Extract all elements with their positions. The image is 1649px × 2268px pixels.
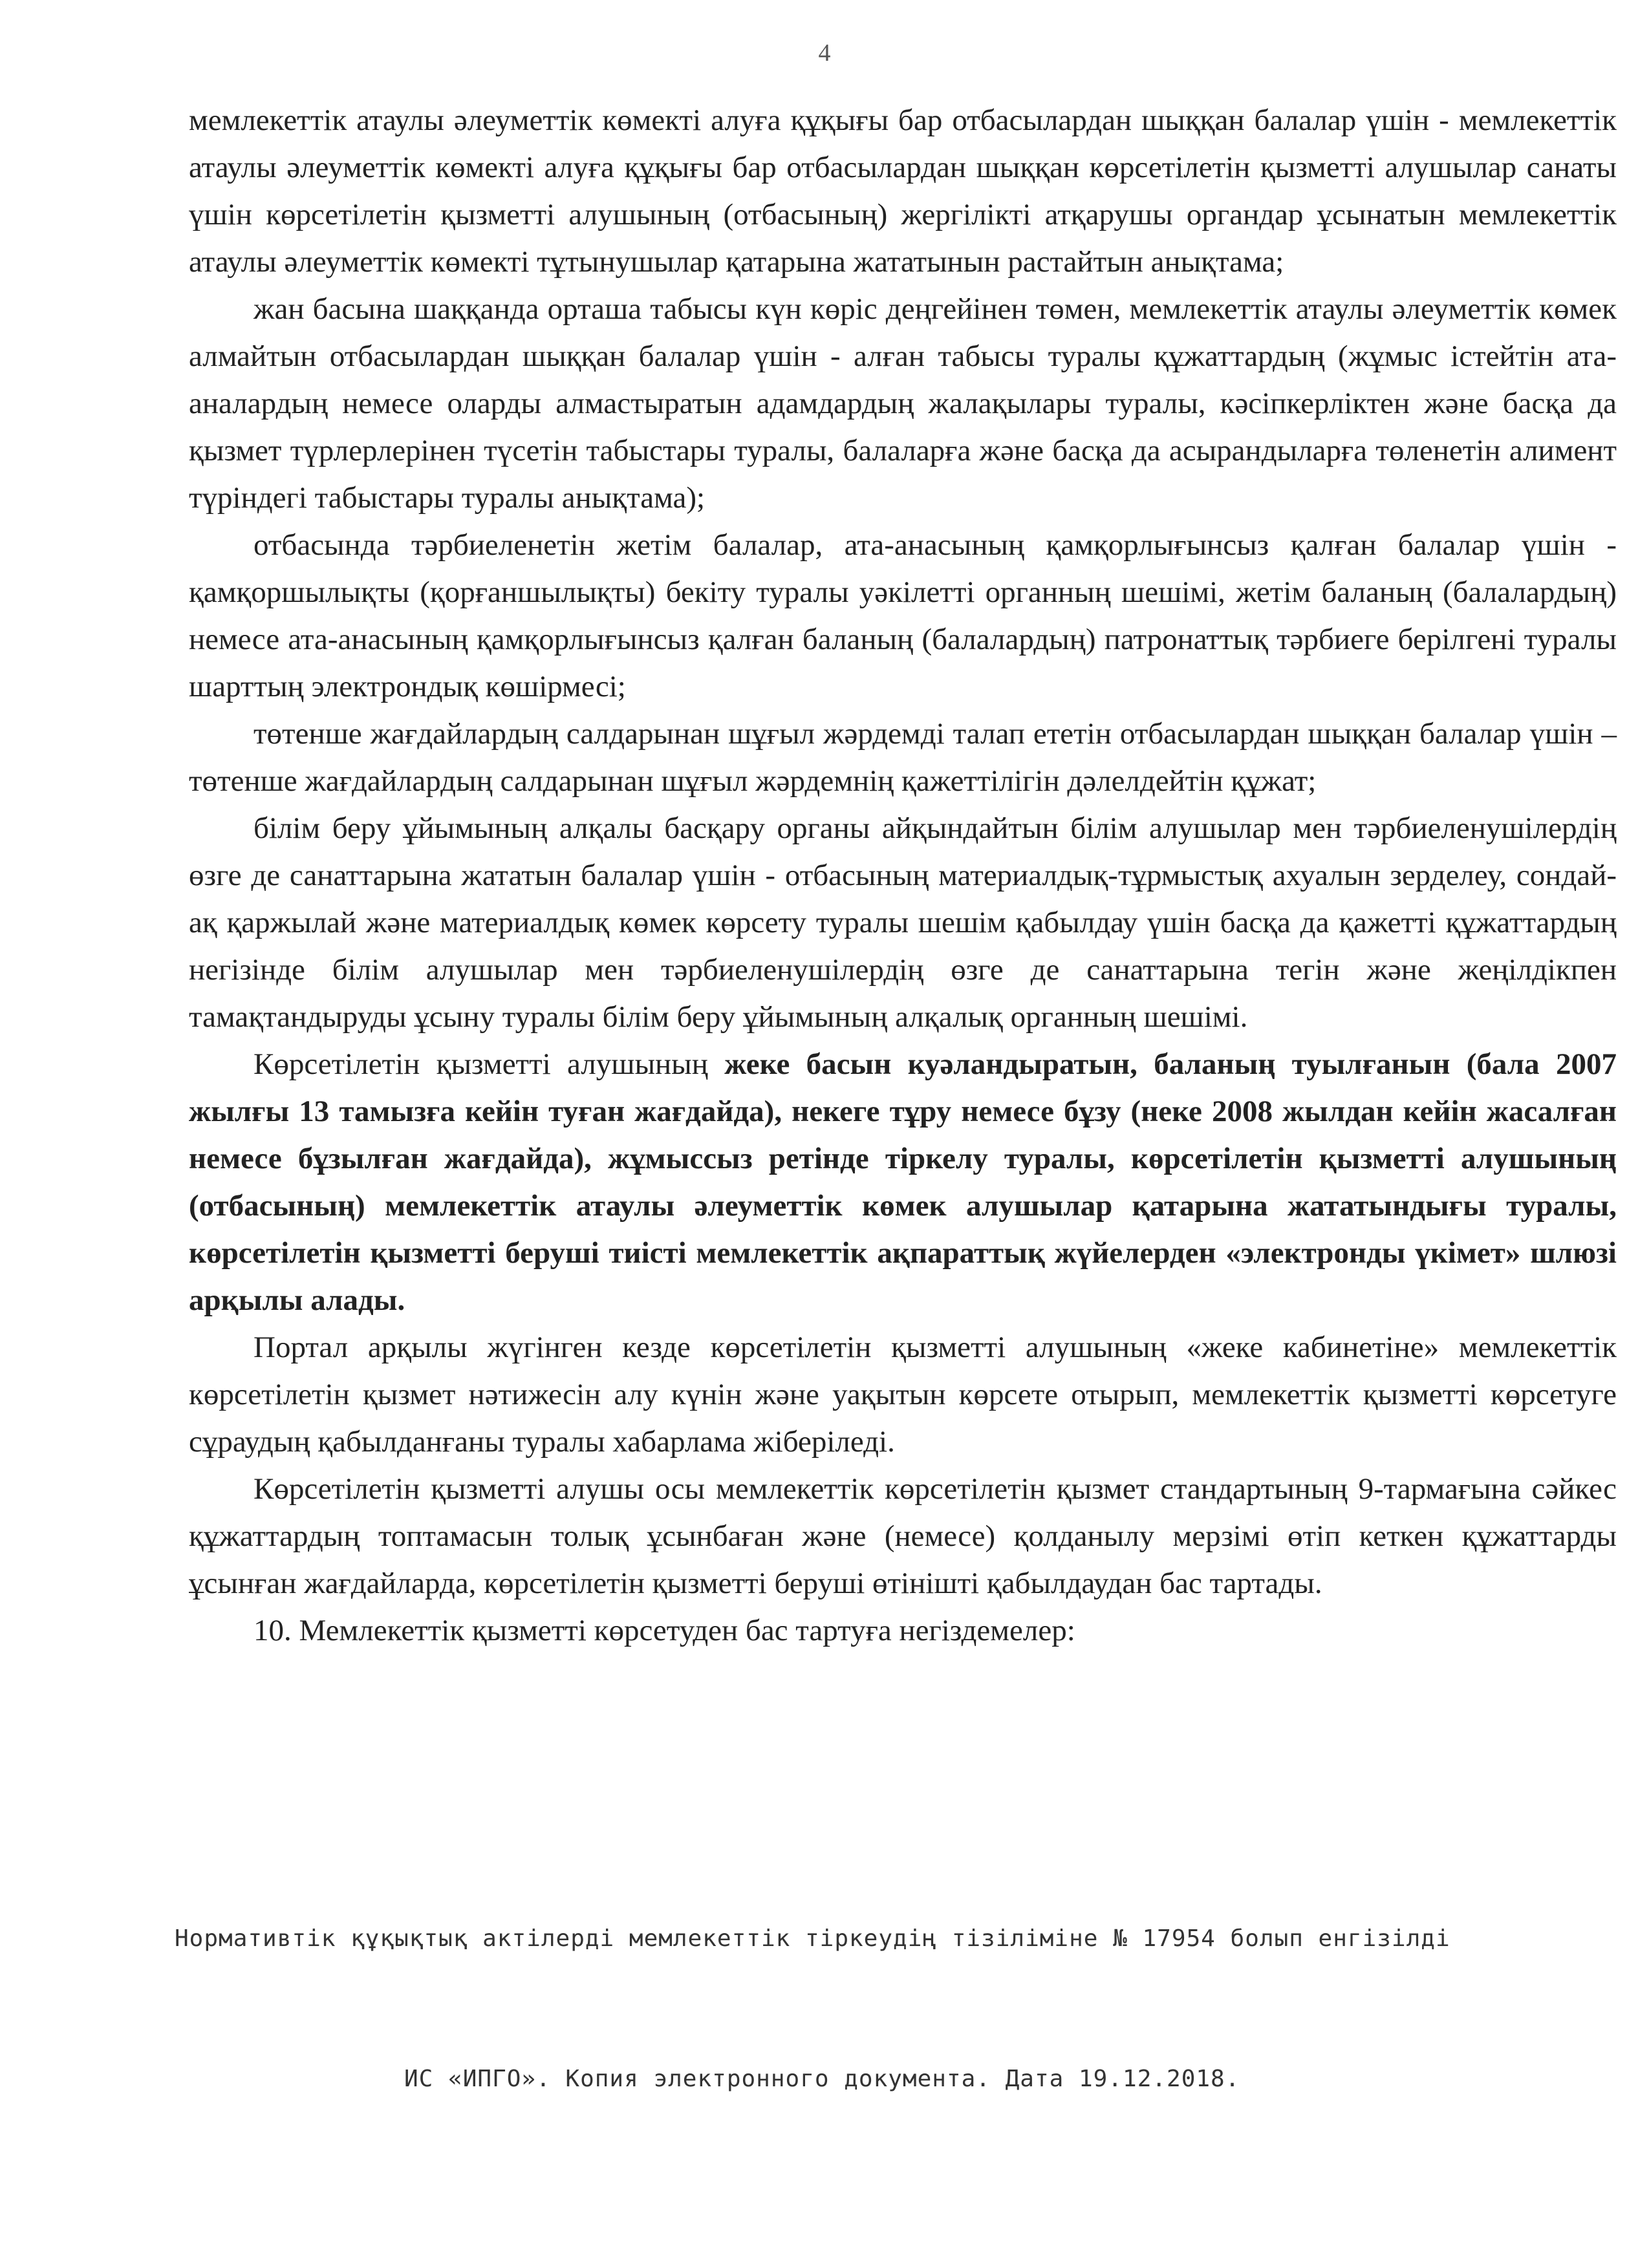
copy-note: ИС «ИПГО». Копия электронного документа. Дата 19.12.2018. <box>404 2066 1240 2092</box>
page-number: 4 <box>818 39 831 67</box>
paragraph-orphans: отбасында тәрбиеленетін жетім балалар, ата-анасының қамқорлығынсыз қалған балалар үшін - қамқоршылықты (қорғаншылықты) бекіту туралы уәкілетті органның шешімі, жетім баланың (балалардың) немесе ата-анасының қамқорлығынсыз қалған баланың (балалардың) патронаттық тәрбиеге берілгені туралы шарттың электрондық көшірмесі; <box>189 528 1617 703</box>
document-body <box>189 97 1617 1654</box>
service-paragraph-bold: жеке басын куәландыратын, баланың туылғанын (бала 2007 жылғы 13 тамызға кейін туған жағдайда), некеге тұру немесе бұзу (неке 2008 жылдан кейін жасалған немесе бұзылған жағдайда), жұмыссыз ретінде тіркелу туралы, көрсетілетін қызметті алушының (отбасының) мемлекеттік атаулы әлеуметтік көмек алушылар қатарына жататындығы туралы, көрсетілетін қызметті беруші тиісті мемлекеттік ақпараттық жүйелерден «электронды үкімет» шлюзі арқылы алады. <box>189 1047 1617 1317</box>
paragraph-emergency: төтенше жағдайлардың салдарынан шұғыл жәрдемді талап ететін отбасылардан шыққан балалар үшін – төтенше жағдайлардың салдарынан шұғыл жәрдемнің қажеттілігін дәлелдейтін құжат; <box>189 717 1617 798</box>
paragraph-other-categories: білім беру ұйымының алқалы басқару органы айқындайтын білім алушылар мен тәрбиеленушілердің өзге де санаттарына жататын балалар үшін - отбасының материалдық-тұрмыстық ахуалын зерделеу, сондай-ақ қаржылай және материалдық көмек көрсету туралы шешім қабылдау үшін басқа да қажетті құжаттардың негізінде білім алушылар мен тәрбиеленушілердің өзге де санаттарына тегін және жеңілдікпен тамақтандыруды ұсыну туралы білім беру ұйымының алқалық органның шешімі. <box>189 811 1617 1034</box>
registry-note: Нормативтік құқықтық актілерді мемлекеттік тіркеудің тізіліміне № 17954 болып енгізілді <box>175 1925 1450 1952</box>
paragraph-low-income: жан басына шаққанда орташа табысы күн көріс деңгейінен төмен, мемлекеттік атаулы әлеуметтік көмек алмайтын отбасылардан шыққан балалар үшін - алған табысы туралы құжаттардың (жұмыс істейтін ата-аналардың немесе оларды алмастыратын адамдардың жалақылары туралы, кәсіпкерліктен және басқа да қызмет түрлерлерінен түсетін табыстары туралы, балаларға және басқа да асырандыларға төленетін алимент түріндегі табыстары туралы анықтама); <box>189 292 1617 515</box>
paragraph-portal: Портал арқылы жүгінген кезде көрсетілетін қызметті алушының «жеке кабинетіне» мемлекеттік көрсетілетін қызмет нәтижесін алу күнін және уақытын көрсете отырып, мемлекеттік қызметті көрсетуге сұраудың қабылданғаны туралы хабарлама жіберіледі. <box>189 1331 1617 1459</box>
paragraph-service-recipient <box>189 1041 1617 1324</box>
paragraph-refusal: Көрсетілетін қызметті алушы осы мемлекеттік көрсетілетін қызмет стандартының 9-тармағына сәйкес құжаттардың топтамасын толық ұсынбаған және (немесе) қолданылу мерзімі өтіп кеткен құжаттарды ұсынған жағдайларда, көрсетілетін қызметті беруші өтінішті қабылдаудан бас тартады. <box>189 1472 1617 1600</box>
section-heading: 10. Мемлекеттік қызметті көрсетуден бас тартуға негіздемелер: <box>253 1614 1075 1647</box>
paragraph-targeted-assistance: мемлекеттік атаулы әлеуметтік көмекті алуға құқығы бар отбасылардан шыққан балалар үшін - мемлекеттік атаулы әлеуметтік көмекті алуға құқығы бар отбасылардан шыққан көрсетілетін қызметті алушылар санаты үшін көрсетілетін қызметті алушының (отбасының) жергілікті атқарушы органдар ұсынатын мемлекеттік атаулы әлеуметтік көмекті тұтынушылар қатарына жататынын растайтын анықтама; <box>189 103 1617 279</box>
service-paragraph-lead: Көрсетілетін қызметті алушының <box>253 1047 725 1081</box>
